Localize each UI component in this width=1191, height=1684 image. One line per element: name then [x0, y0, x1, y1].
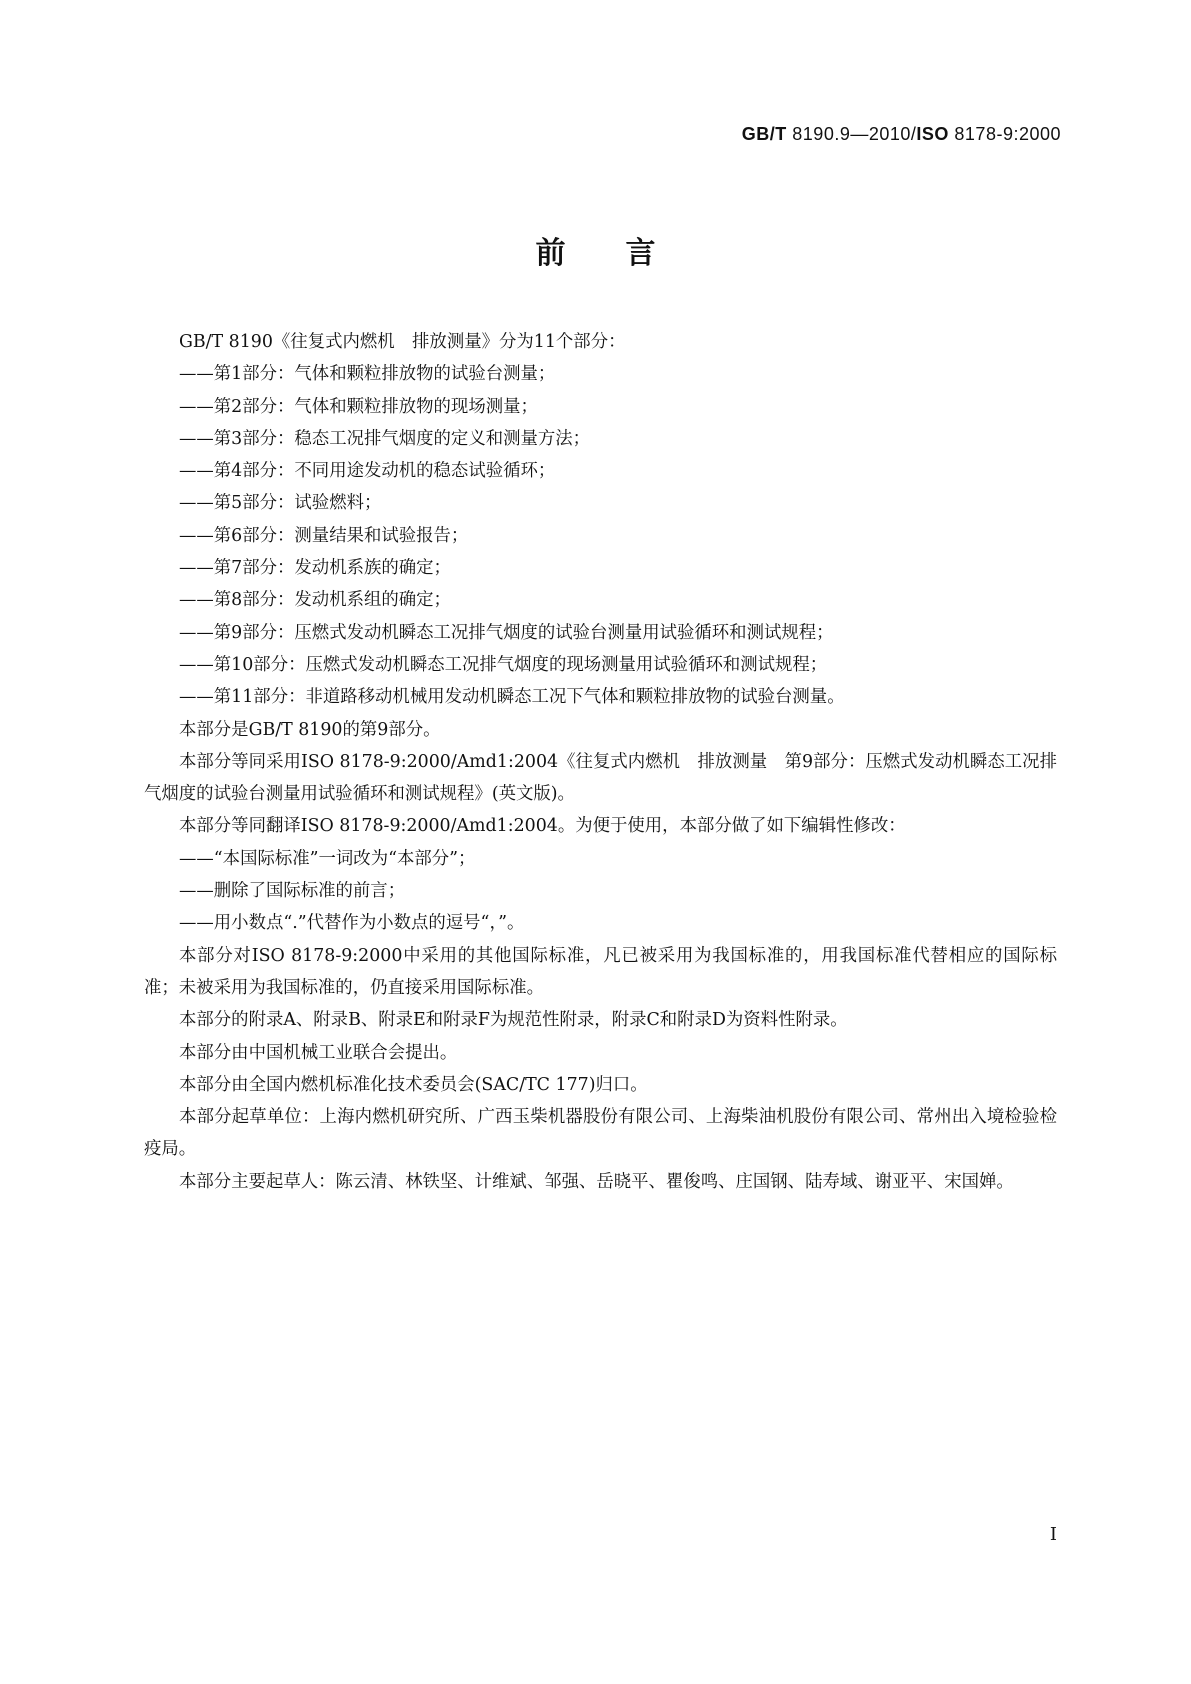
list-item: ——第11部分：非道路移动机械用发动机瞬态工况下气体和颗粒排放物的试验台测量。	[179, 687, 845, 708]
list-item: ——用小数点“.”代替作为小数点的逗号“，”。	[179, 913, 525, 934]
list-item: ——删除了国际标准的前言；	[179, 881, 406, 902]
document-code	[742, 124, 1061, 145]
list-item: ——第7部分：发动机系族的确定；	[179, 558, 451, 579]
doc-code-iso: ISO	[916, 124, 949, 144]
list-item: ——第8部分：发动机系组的确定；	[179, 590, 451, 611]
paragraph: 本部分由全国内燃机标准化技术委员会(SAC/TC 177)归口。	[179, 1074, 648, 1095]
list-item: ——第10部分：压燃式发动机瞬态工况排气烟度的现场测量用试验循环和测试规程；	[179, 654, 828, 675]
foreword-body	[144, 326, 1057, 1198]
list-item: ——第1部分：气体和颗粒排放物的试验台测量；	[179, 364, 556, 385]
paragraph: 本部分由中国机械工业联合会提出。	[179, 1042, 458, 1063]
paragraph: 本部分主要起草人：陈云清、林铁坚、计维斌、邹强、岳晓平、瞿俊鸣、庄国钢、陆寿域、谢亚平、宋国婵。	[179, 1171, 1014, 1192]
list-item: ——第6部分：测量结果和试验报告；	[179, 525, 469, 546]
paragraph: 本部分的附录A、附录B、附录E和附录F为规范性附录，附录C和附录D为资料性附录。	[179, 1010, 848, 1031]
paragraph: 本部分起草单位：上海内燃机研究所、广西玉柴机器股份有限公司、上海柴油机股份有限公司、常州出入境检验检疫局。	[144, 1107, 1057, 1160]
list-item: ——第3部分：稳态工况排气烟度的定义和测量方法；	[179, 428, 591, 449]
doc-code-number: 8190.9—2010/	[786, 124, 917, 144]
paragraph: GB/T 8190《往复式内燃机 排放测量》分为11个部分：	[179, 332, 626, 352]
paragraph: 本部分是GB/T 8190的第9部分。	[179, 719, 441, 740]
list-item: ——第2部分：气体和颗粒排放物的现场测量；	[179, 396, 538, 417]
list-item: ——第9部分：压燃式发动机瞬态工况排气烟度的试验台测量用试验循环和测试规程；	[179, 622, 834, 643]
doc-code-prefix: GB/T	[741, 124, 787, 144]
paragraph: 本部分等同翻译ISO 8178-9:2000/Amd1:2004。为便于使用，本部分做了如下编辑性修改：	[179, 816, 906, 837]
paragraph: 本部分等同采用ISO 8178-9:2000/Amd1:2004《往复式内燃机 排放测量 第9部分：压燃式发动机瞬态工况排气烟度的试验台测量用试验循环和测试规程》(英文版)。	[144, 751, 1057, 805]
paragraph: 本部分对ISO 8178-9:2000中采用的其他国际标准，凡已被采用为我国标准的，用我国标准代替相应的国际标准；未被采用为我国标准的，仍直接采用国际标准。	[144, 945, 1057, 998]
list-item: ——第5部分：试验燃料；	[179, 493, 382, 514]
page-number: I	[1049, 1524, 1057, 1545]
page-title: 前言	[535, 236, 716, 271]
list-item: ——第4部分：不同用途发动机的稳态试验循环；	[179, 461, 556, 482]
doc-code-iso-number: 8178-9:2000	[948, 124, 1061, 144]
list-item: ——“本国际标准”一词改为“本部分”；	[179, 848, 476, 869]
